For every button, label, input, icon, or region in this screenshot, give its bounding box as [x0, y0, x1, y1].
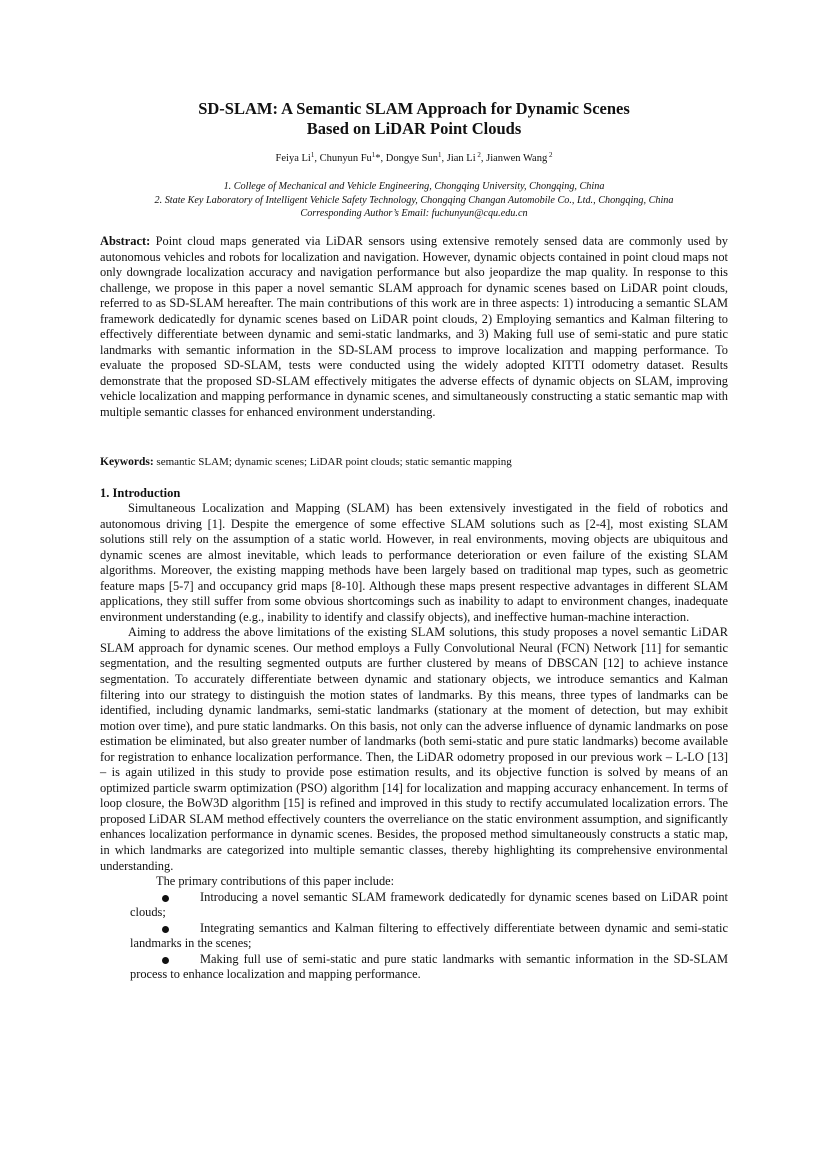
section-heading-introduction: 1. Introduction [100, 486, 181, 500]
intro-paragraph-1: Simultaneous Localization and Mapping (SLAM) has been extensively investigated in the field of robotics and autonomous driving [1]. Despite the emergence of some effective SLAM solutions such as [2-4], most existing SLAM solutions still rely on the assumption of a static world. However, in real environments, moving objects are ubiquitous and dynamic scenes are almost inevitable, which leads to performance deterioration or even failure of the existing SLAM algorithms. Moreover, the existing mapping methods have been largely based on traditional map types, such as geometric feature maps [5-7] and occupancy grid maps [8-10]. Although these maps present respective advantages in different SLAM applications, they still suffer from some obvious shortcomings such as inability to adapt to environment changes, inadequate environment understanding (e.g., inability to identify and classify objects), and ineffective human-machine interaction. [100, 501, 728, 624]
author-name: Dongye Sun [385, 153, 439, 164]
contribution-text: Integrating semantics and Kalman filtering to effectively differentiate between dynamic and semi-static landmarks in the scenes; [130, 920, 728, 951]
contribution-item [100, 952, 728, 983]
author-affiliation-mark: 1 [438, 151, 442, 159]
author-name: Chunyun Fu [319, 153, 372, 164]
author-name: Jianwen Wang [486, 153, 548, 164]
author-name: Jian Li [446, 153, 476, 164]
keywords-text: semantic SLAM; dynamic scenes; LiDAR point clouds; static semantic mapping [156, 456, 512, 468]
abstract-label: Abstract: [100, 234, 151, 248]
contribution-text: Introducing a novel semantic SLAM framework dedicatedly for dynamic scenes based on LiDAR point clouds; [130, 889, 728, 920]
contribution-item [100, 890, 728, 921]
introduction-body [100, 501, 728, 983]
author-separator: , [314, 153, 320, 164]
bullet-dot-icon [162, 957, 169, 964]
author [320, 153, 386, 164]
author [386, 153, 447, 164]
abstract-text: Point cloud maps generated via LiDAR sensors using extensive remotely sensed data are commonly used by autonomous vehicles and robots for localization and navigation. However, dynamic objects contained in point cloud maps not only downgrade localization accuracy and navigation performance but also jeopardize the map quality. In response to this challenge, we propose in this paper a novel semantic SLAM approach for dynamic scenes based on LiDAR point clouds, referred to as SD-SLAM hereafter. The main contributions of this work are in three aspects: 1) introducing a semantic SLAM framework dedicatedly for dynamic scenes based on LiDAR point clouds, 2) Employing semantics and Kalman filtering to effectively differentiate between dynamic and semi-static landmarks, and 3) Making full use of semi-static and pure static landmarks with semantic information in the SD-SLAM process to improve localization and mapping performance. To evaluate the proposed SD-SLAM, tests were conducted using the widely adopted KITTI odometry dataset. Results demonstrate that the proposed SD-SLAM effectively mitigates the adverse effects of dynamic objects on SLAM, improving vehicle localization and mapping performance in dynamic scenes, and simultaneously constructing a static semantic map with multiple semantic classes for enhanced environment understanding. [100, 234, 728, 420]
bullet-dot-icon [162, 895, 169, 902]
affiliation-1: 1. College of Mechanical and Vehicle Engineering, Chongqing University, Chongqing, China [223, 181, 605, 192]
bullet-dot-icon [162, 926, 169, 933]
corresponding-author-mark: * [375, 153, 381, 164]
contributions-intro: The primary contributions of this paper include: [156, 874, 395, 889]
contribution-text: Making full use of semi-static and pure static landmarks with semantic information in the SD-SLAM process to enhance localization and mapping performance. [130, 951, 728, 982]
author-separator: , [480, 153, 487, 164]
author [486, 153, 552, 164]
author-affiliation-mark: 2 [547, 151, 553, 159]
author-affiliation-mark: 1 [371, 151, 376, 159]
paper-title [100, 99, 728, 139]
author-affiliation-mark: 1 [310, 151, 315, 159]
title-line-2: Based on LiDAR Point Clouds [306, 119, 522, 138]
affiliations [100, 180, 728, 221]
keywords-label: Keywords: [100, 456, 154, 468]
author [276, 153, 320, 164]
author-separator: , [441, 153, 447, 164]
contributions-list [100, 890, 728, 983]
author-affiliation-mark: 2 [475, 151, 481, 159]
keywords [100, 455, 728, 470]
author-separator: , [380, 153, 386, 164]
corresponding-email: Corresponding Author’s Email: fuchunyun@cqu.edu.cn [300, 208, 528, 219]
contribution-item [100, 921, 728, 952]
affiliation-2: 2. State Key Laboratory of Intelligent Vehicle Safety Technology, Chongqing Changan Automobile Co., Ltd., Chongqing, China [154, 194, 674, 206]
author-list [100, 152, 728, 166]
author [447, 153, 486, 164]
intro-paragraph-2: Aiming to address the above limitations of the existing SLAM solutions, this study proposes a novel semantic LiDAR SLAM approach for dynamic scenes. Our method employs a Fully Convolutional Neural (FCN) Network [11] for semantic segmentation, and the resulting segmented outputs are further clustered by means of DBSCAN [12] to achieve instance segmentation. To accurately differentiate between dynamic and stationary objects, we introduce semantics and Kalman filtering into our strategy to distinguish the motion states of landmarks. By this means, three types of landmarks can be identified, including dynamic landmarks, semi-static landmarks (stationary at the moment of detection, but may exhibit motion over time), and pure static landmarks. On this basis, not only can the adverse influence of dynamic landmarks on pose estimation be eliminated, but also greater number of landmarks (both semi-static and pure static landmarks) become available for registration to enhance localization performance. Then, the LiDAR odometry proposed in our previous work – L-LO [13] – is again utilized in this study to provide pose estimation results, and its objective function is solved by means of an optimized particle swarm optimization (PSO) algorithm [14] for localization and mapping accuracy enhancement. In terms of loop closure, the BoW3D algorithm [15] is refined and improved in this study to rectify accumulated localization errors. The proposed LiDAR SLAM method effectively counters the overreliance on the static environment assumption, and significantly enhances localization performance in dynamic scenes. Besides, the proposed method simultaneously constructs a static map, in which landmarks are categorized into multiple semantic classes, thereby highlighting its comprehensive environmental understanding. [100, 625, 728, 873]
abstract [100, 234, 728, 421]
title-line-1: SD-SLAM: A Semantic SLAM Approach for Dynamic Scenes [198, 99, 630, 118]
author-name: Feiya Li [275, 153, 311, 164]
